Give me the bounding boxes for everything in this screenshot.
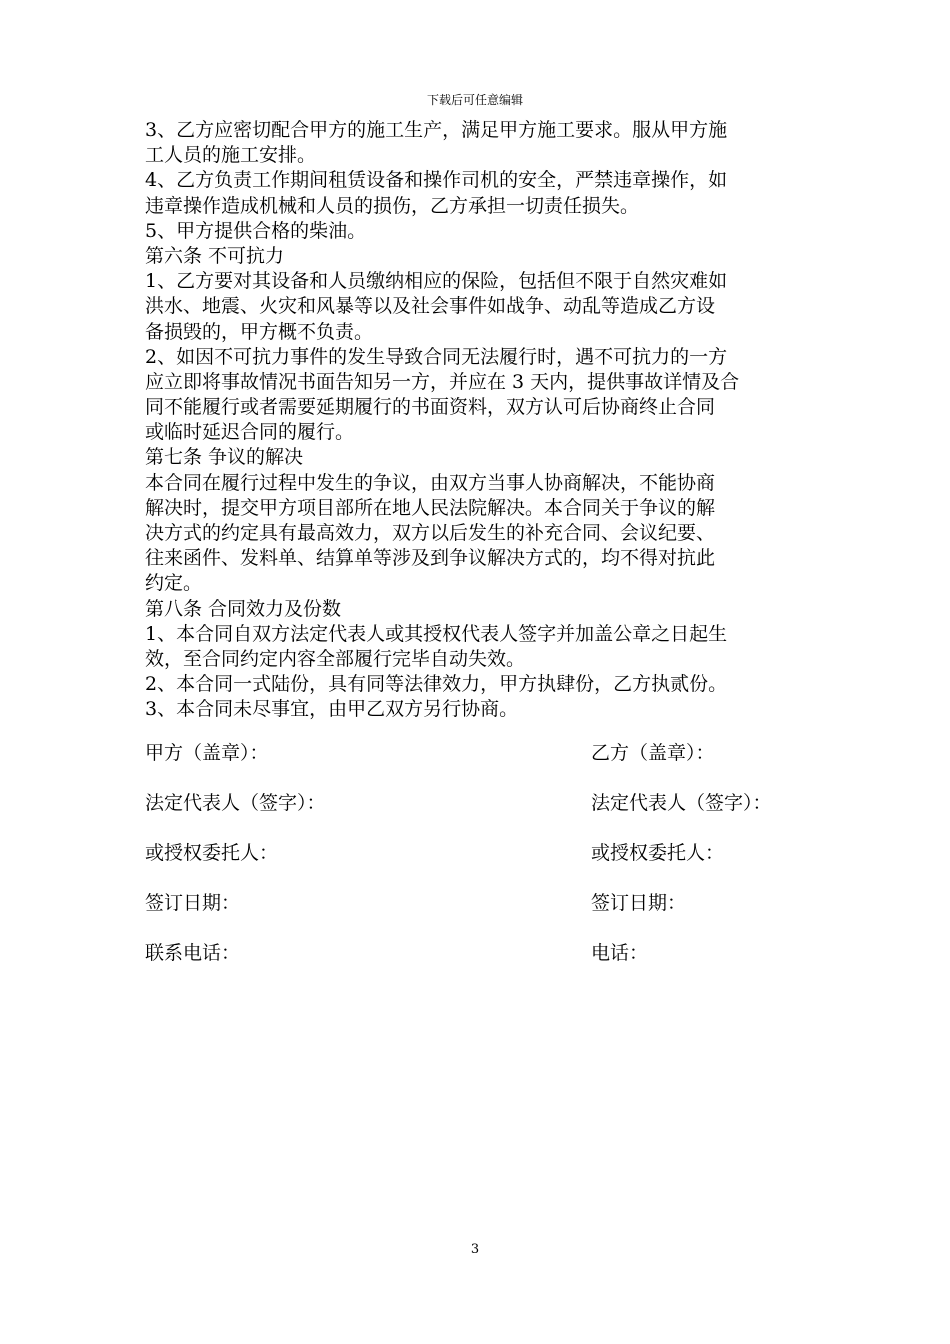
contract-line: 1、乙方要对其设备和人员缴纳相应的保险，包括但不限于自然灾难如: [145, 270, 728, 293]
contract-line: 工人员的施工安排。: [145, 144, 317, 167]
party-a-phone-label: 联系电话：: [145, 942, 241, 964]
contract-line: 应立即将事故情况书面告知另一方，并应在 3 天内，提供事故详情及合: [145, 370, 740, 393]
section-heading: 第七条 争议的解决: [145, 446, 304, 469]
signature-row-agent: [145, 838, 825, 888]
party-b-phone-label: 电话：: [591, 942, 649, 964]
contract-line: 4、乙方负责工作期间租赁设备和操作司机的安全，严禁违章操作，如: [145, 169, 728, 192]
contract-line: 3、本合同未尽事宜，由甲乙双方另行协商。: [145, 698, 519, 721]
signature-row-representative: [145, 788, 825, 838]
party-a-representative-label: 法定代表人（签字）：: [145, 792, 326, 814]
party-a-seal-label: 甲方（盖章）：: [145, 742, 269, 764]
header-note: 下载后可任意编辑: [426, 93, 523, 107]
signature-row-seal: [145, 738, 825, 788]
signature-block: [145, 738, 825, 988]
contract-line: 备损毁的，甲方概不负责。: [145, 320, 374, 343]
contract-line: 同不能履行或者需要延期履行的书面资料，双方认可后协商终止合同: [145, 396, 716, 419]
contract-line: 1、本合同自双方法定代表人或其授权代表人签字并加盖公章之日起生: [145, 622, 728, 645]
contract-line: 决方式的约定具有最高效力，双方以后发生的补充合同、会议纪要、: [145, 522, 716, 544]
party-b-seal-label: 乙方（盖章）：: [591, 742, 715, 764]
contract-line: 2、如因不可抗力事件的发生导致合同无法履行时，遇不可抗力的一方: [145, 345, 728, 368]
party-a-date-label: 签订日期：: [145, 892, 241, 914]
party-a-agent-label: 或授权委托人：: [145, 842, 279, 864]
section-heading: 第六条 不可抗力: [145, 244, 285, 267]
party-b-representative-label: 法定代表人（签字）：: [591, 792, 772, 814]
party-b-date-label: 签订日期：: [591, 892, 687, 914]
contract-line: 5、甲方提供合格的柴油。: [145, 219, 367, 242]
contract-line: 2、本合同一式陆份，具有同等法律效力，甲方执肆份，乙方执贰份。: [145, 673, 728, 696]
party-b-agent-label: 或授权委托人：: [591, 842, 725, 864]
contract-line: 3、乙方应密切配合甲方的施工生产，满足甲方施工要求。服从甲方施: [145, 119, 728, 141]
contract-line: 本合同在履行过程中发生的争议，由双方当事人协商解决，不能协商: [145, 471, 716, 494]
contract-line: 效，至合同约定内容全部履行完毕自动失效。: [145, 647, 526, 670]
contract-body: [145, 118, 825, 723]
contract-line: 违章操作造成机械和人员的损伤，乙方承担一切责任损失。: [145, 194, 640, 217]
signature-row-date: [145, 888, 825, 938]
section-heading: 第八条 合同效力及份数: [145, 597, 342, 620]
contract-line: 解决时，提交甲方项目部所在地人民法院解决。本合同关于争议的解: [145, 496, 716, 519]
page-number: 3: [470, 1242, 480, 1257]
contract-line: 洪水、地震、火灾和风暴等以及社会事件如战争、动乱等造成乙方设: [145, 295, 716, 318]
contract-line: 或临时延迟合同的履行。: [145, 421, 355, 444]
contract-line: 往来函件、发料单、结算单等涉及到争议解决方式的，均不得对抗此: [145, 547, 716, 570]
contract-line: 约定。: [145, 572, 203, 595]
signature-row-phone: [145, 938, 825, 988]
